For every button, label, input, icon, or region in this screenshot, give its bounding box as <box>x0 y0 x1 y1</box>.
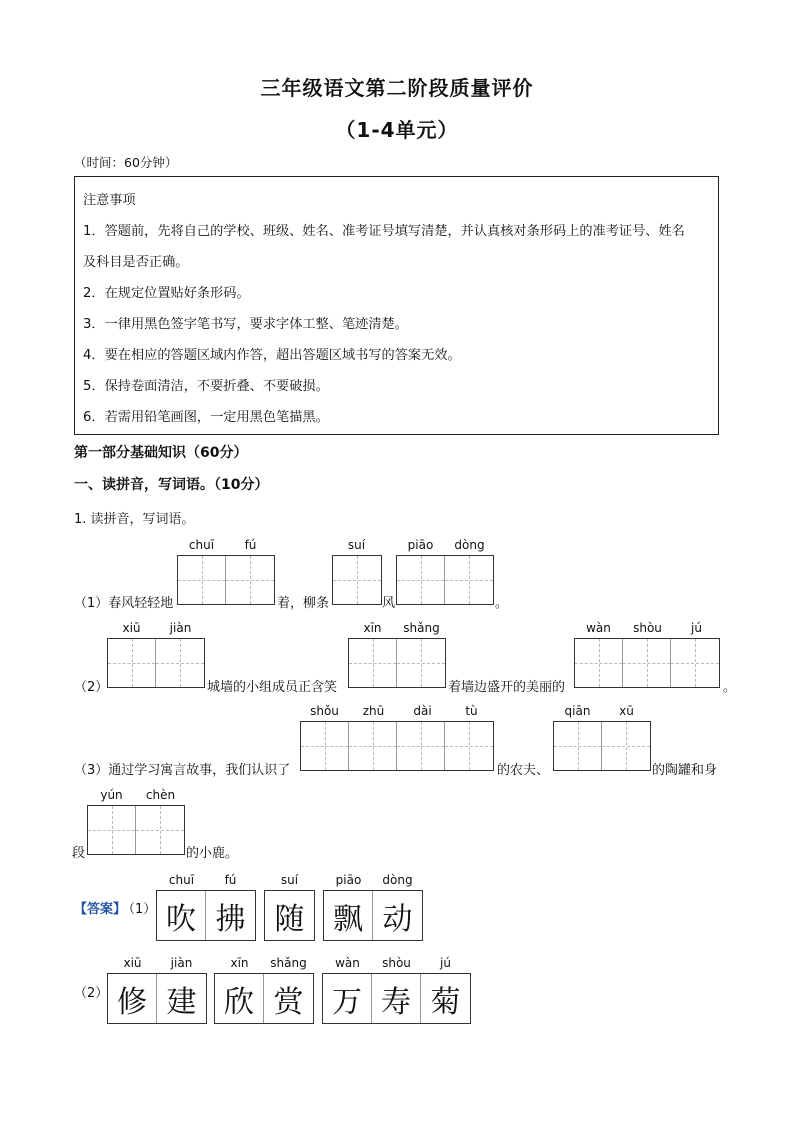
writing-cell[interactable] <box>554 722 602 770</box>
pinyin: xiū <box>122 621 141 635</box>
pinyin: jiàn <box>170 956 193 970</box>
answer-grid <box>323 890 423 941</box>
pinyin: xīn <box>230 956 249 970</box>
writing-cell[interactable] <box>445 556 493 604</box>
writing-cell[interactable] <box>397 556 445 604</box>
page-subtitle: （1-4单元） <box>335 118 459 142</box>
writing-cell[interactable] <box>333 556 381 604</box>
writing-cell[interactable] <box>623 639 671 687</box>
sentence-text: 的农夫、 <box>497 763 550 778</box>
notice-item: 1．答题前，先将自己的学校、班级、姓名、准考证号填写清楚，并认真核对条形码上的准考证号、姓名 <box>83 224 685 239</box>
answer-number: （1） <box>122 902 157 917</box>
pinyin: xiū <box>123 956 142 970</box>
notice-item: 3．一律用黑色签字笔书写，要求字体工整、笔迹清楚。 <box>83 317 408 332</box>
writing-cell[interactable] <box>301 722 349 770</box>
answer-cell: 建 <box>166 984 197 1020</box>
sentence-text: 段 <box>72 846 86 861</box>
pinyin: jú <box>691 621 702 635</box>
answer-grid <box>214 973 314 1024</box>
answer-cell: 动 <box>382 901 413 937</box>
writing-cell[interactable] <box>575 639 623 687</box>
pinyin: suí <box>280 873 299 887</box>
answer-grid <box>107 973 207 1024</box>
writing-cell[interactable] <box>108 639 156 687</box>
time-note: （时间：60分钟） <box>74 155 178 170</box>
answer-cell: 飘 <box>324 891 373 940</box>
pinyin: shòu <box>633 621 662 635</box>
sentence-text: 城墙的小组成员正含笑 <box>207 680 338 695</box>
notice-box <box>74 176 719 435</box>
pinyin: shǎng <box>270 956 307 970</box>
sentence-text: （3）通过学习寓言故事，我们认识了 <box>74 763 291 778</box>
pinyin: shǒu <box>310 704 339 718</box>
pinyin: qiān <box>564 704 591 718</box>
answer-cell: 寿 <box>372 974 421 1023</box>
answer-box-group[interactable] <box>348 638 446 688</box>
writing-cell[interactable] <box>349 722 397 770</box>
pinyin: dòng <box>454 538 485 552</box>
pinyin: shòu <box>382 956 411 970</box>
pinyin: tù <box>465 704 478 718</box>
writing-cell[interactable] <box>445 722 493 770</box>
writing-cell[interactable] <box>397 722 445 770</box>
answer-grid <box>322 973 471 1024</box>
answer-box-group[interactable] <box>87 805 185 855</box>
answer-box-group[interactable] <box>107 638 205 688</box>
pinyin: yún <box>100 788 123 802</box>
writing-cell[interactable] <box>671 639 719 687</box>
writing-cell[interactable] <box>397 639 445 687</box>
page-title: 三年级语文第二阶段质量评价 <box>260 76 534 100</box>
pinyin: wàn <box>586 621 611 635</box>
writing-cell[interactable] <box>349 639 397 687</box>
notice-item: 及科目是否正确。 <box>83 255 189 270</box>
pinyin: dòng <box>382 873 413 887</box>
sentence-text: （1）春风轻轻地 <box>74 596 174 611</box>
answer-cell: 万 <box>323 974 372 1023</box>
answer-cell: 赏 <box>273 984 304 1020</box>
answer-box-group[interactable] <box>332 555 382 605</box>
answer-box-group[interactable] <box>177 555 275 605</box>
pinyin: suí <box>347 538 366 552</box>
notice-item: 6．若需用铅笔画图，一定用黑色笔描黑。 <box>83 410 329 425</box>
pinyin: zhū <box>362 704 385 718</box>
pinyin: xīn <box>363 621 382 635</box>
sentence-text: 的小鹿。 <box>186 846 239 861</box>
sentence-text: 着墙边盛开的美丽的 <box>448 680 566 695</box>
pinyin: piāo <box>407 538 434 552</box>
sentence-text: （2） <box>74 680 109 695</box>
notice-item: 2．在规定位置贴好条形码。 <box>83 286 250 301</box>
notice-item: 4．要在相应的答题区域内作答，超出答题区域书写的答案无效。 <box>83 348 461 363</box>
pinyin: fú <box>224 873 237 887</box>
writing-cell[interactable] <box>178 556 226 604</box>
answer-cell: 随 <box>274 901 305 937</box>
writing-cell[interactable] <box>136 806 184 854</box>
question-1: 1. 读拼音，写词语。 <box>74 512 195 527</box>
answer-box-group[interactable] <box>553 721 651 771</box>
answer-box-group[interactable] <box>396 555 494 605</box>
sentence-text: 风 <box>382 596 396 611</box>
answer-cell: 修 <box>108 974 157 1023</box>
pinyin: jiàn <box>169 621 192 635</box>
sentence-text: 的陶罐和身 <box>652 763 718 778</box>
answer-box-group[interactable] <box>300 721 494 771</box>
writing-cell[interactable] <box>88 806 136 854</box>
answer-number: （2） <box>74 986 109 1001</box>
answer-grid <box>264 890 315 941</box>
sentence-text: 着，柳条 <box>277 596 330 611</box>
pinyin: xū <box>619 704 634 718</box>
writing-cell[interactable] <box>226 556 274 604</box>
answer-box-group[interactable] <box>574 638 720 688</box>
answer-label: 【答案】 <box>74 902 127 917</box>
pinyin: piāo <box>335 873 362 887</box>
notice-heading: 注意事项 <box>83 193 136 208</box>
answer-grid <box>156 890 256 941</box>
part-heading: 第一部分基础知识（60分） <box>74 445 248 461</box>
pinyin: chuī <box>188 538 215 552</box>
answer-cell: 吹 <box>157 891 206 940</box>
sentence-text: 。 <box>723 680 737 695</box>
pinyin: chèn <box>145 788 176 802</box>
section-heading: 一、读拼音，写词语。（10分） <box>74 477 269 493</box>
writing-cell[interactable] <box>156 639 204 687</box>
pinyin: dài <box>413 704 432 718</box>
pinyin: wàn <box>335 956 360 970</box>
sentence-text: 。 <box>495 596 509 611</box>
pinyin: shǎng <box>403 621 440 635</box>
notice-item: 5．保持卷面清洁，不要折叠、不要破损。 <box>83 379 329 394</box>
answer-cell: 菊 <box>430 984 461 1020</box>
writing-cell[interactable] <box>602 722 650 770</box>
pinyin: jú <box>440 956 451 970</box>
pinyin: chuī <box>168 873 195 887</box>
answer-cell: 拂 <box>215 901 246 937</box>
pinyin: fú <box>244 538 257 552</box>
answer-cell: 欣 <box>215 974 264 1023</box>
